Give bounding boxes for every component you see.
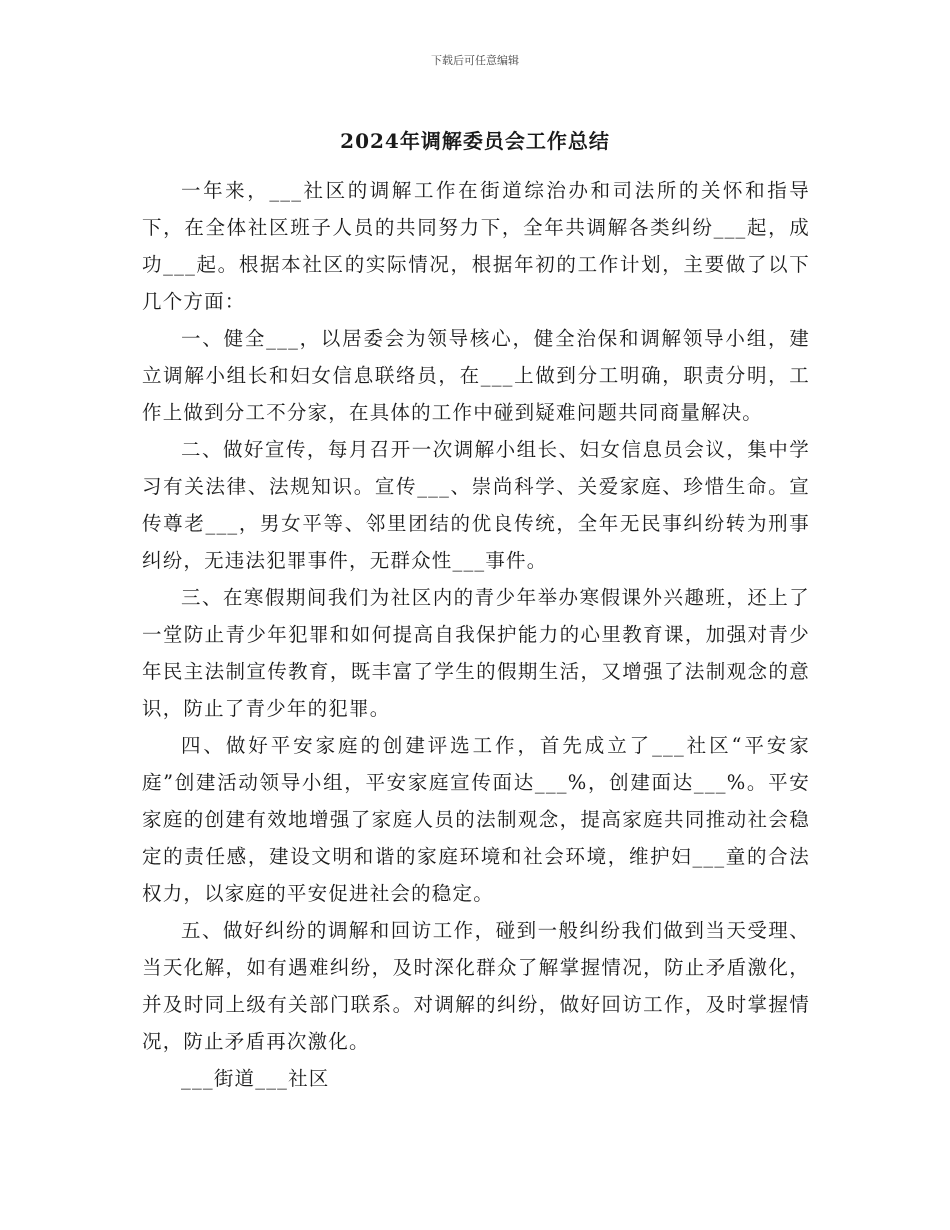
paragraph-section-4: 四、做好平安家庭的创建评选工作，首先成立了___社区“平安家庭”创建活动领导小组，平安家庭宣传面达___%，创建面达___%。平安家庭的创建有效地增强了家庭人员的法制观念，提高家庭共同推动社会稳定的责任感，建设文明和谐的家庭环境和社会环境，维护妇___童的合法权力，以家庭的平安促进社会的稳定。 <box>142 734 810 905</box>
signature-line: ___街道___社区 <box>181 1067 330 1090</box>
paragraph-section-2: 二、做好宣传，每月召开一次调解小组长、妇女信息员会议，集中学习有关法律、法规知识。宣传___、崇尚科学、关爱家庭、珍惜生命。宣传尊老___，男女平等、邻里团结的优良传统，全年无民事纠纷转为刑事纠纷，无违法犯罪事件，无群众性___事件。 <box>142 438 810 572</box>
document-title: 2024年调解委员会工作总结 <box>340 129 610 153</box>
paragraph-section-1: 一、健全___，以居委会为领导核心，健全治保和调解领导小组，建立调解小组长和妇女信息联络员，在___上做到分工明确，职责分明，工作上做到分工不分家，在具体的工作中碰到疑难问题共同商量解决。 <box>142 327 810 424</box>
paragraph-section-3: 三、在寒假期间我们为社区内的青少年举办寒假课外兴趣班，还上了一堂防止青少年犯罪和如何提高自我保护能力的心里教育课，加强对青少年民主法制宣传教育，既丰富了学生的假期生活，又增强了法制观念的意识，防止了青少年的犯罪。 <box>142 586 810 720</box>
paragraph-intro: 一年来，___社区的调解工作在街道综治办和司法所的关怀和指导下，在全体社区班子人员的共同努力下，全年共调解各类纠纷___起，成功___起。根据本社区的实际情况，根据年初的工作计划，主要做了以下几个方面： <box>142 179 810 313</box>
header-note: 下载后可任意编辑 <box>431 54 519 67</box>
document-body <box>142 172 810 1097</box>
paragraph-section-5: 五、做好纠纷的调解和回访工作，碰到一般纠纷我们做到当天受理、当天化解，如有遇难纠纷，及时深化群众了解掌握情况，防止矛盾激化，并及时同上级有关部门联系。对调解的纠纷，做好回访工作，及时掌握情况，防止矛盾再次激化。 <box>142 919 810 1053</box>
